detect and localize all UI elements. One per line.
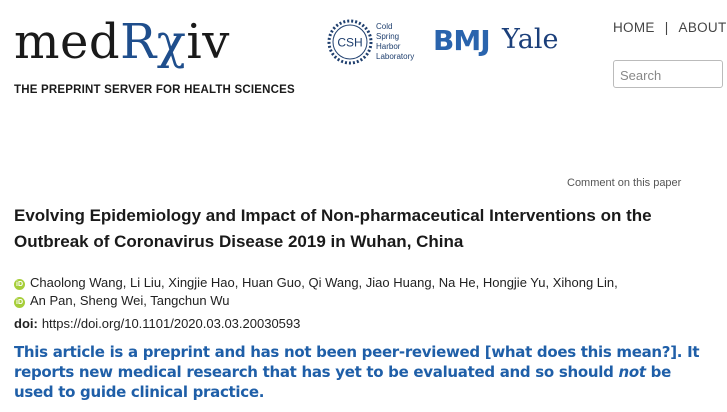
nav-home-link[interactable]: HOME: [613, 20, 655, 35]
csh-line: Spring: [376, 32, 400, 41]
comment-link[interactable]: Comment on this paper: [567, 177, 682, 189]
medrxiv-logo[interactable]: [14, 14, 230, 70]
authors-line[interactable]: An Pan, Sheng Wei, Tangchun Wu: [30, 293, 230, 308]
authors-line[interactable]: Chaolong Wang, Li Liu, Xingjie Hao, Huan Guo, Qi Wang, Jiao Huang, Na He, Hongjie Yu, Xihong Lin,: [30, 275, 618, 290]
notice-text-end: be used to guide clinical practice.: [14, 363, 671, 401]
notice-emphasis: not: [618, 363, 646, 381]
csh-line: Laboratory: [376, 52, 415, 61]
yale-logo[interactable]: Yale: [502, 24, 559, 55]
nav-about-link[interactable]: ABOUT: [678, 20, 727, 35]
csh-logo-icon[interactable]: [326, 18, 374, 66]
logo-text-iv: iv: [186, 14, 230, 70]
doi-row: [14, 316, 300, 331]
csh-line: Harbor: [376, 42, 401, 51]
logo-text-med: med: [14, 14, 121, 70]
doi-label: doi:: [14, 316, 38, 331]
article-title: Evolving Epidemiology and Impact of Non-pharmaceutical Interventions on the Outbreak of Coronavirus Disease 2019 in Wuhan, China: [14, 206, 652, 251]
nav-separator: |: [664, 20, 669, 35]
csh-line: Cold: [376, 22, 393, 31]
csh-name: [376, 22, 426, 62]
preprint-notice: [14, 342, 704, 402]
bmj-logo[interactable]: BMJ: [433, 24, 490, 57]
logo-text-r: R: [120, 14, 157, 70]
top-nav: [613, 20, 727, 35]
search-input[interactable]: Search: [613, 60, 723, 88]
orcid-icon[interactable]: iD: [16, 299, 23, 306]
author-list: [14, 274, 694, 310]
csh-mark-text: CSH: [337, 35, 363, 50]
logo-text-chi: χ: [156, 14, 187, 70]
site-tagline: THE PREPRINT SERVER FOR HEALTH SCIENCES: [14, 84, 295, 96]
orcid-icon[interactable]: iD: [16, 281, 23, 288]
notice-text: This article is a preprint and has not been peer-reviewed [what does this mean?]. It reports new medical research that has yet to be evaluated and so should: [14, 343, 700, 381]
doi-link[interactable]: https://doi.org/10.1101/2020.03.03.20030593: [41, 316, 301, 331]
